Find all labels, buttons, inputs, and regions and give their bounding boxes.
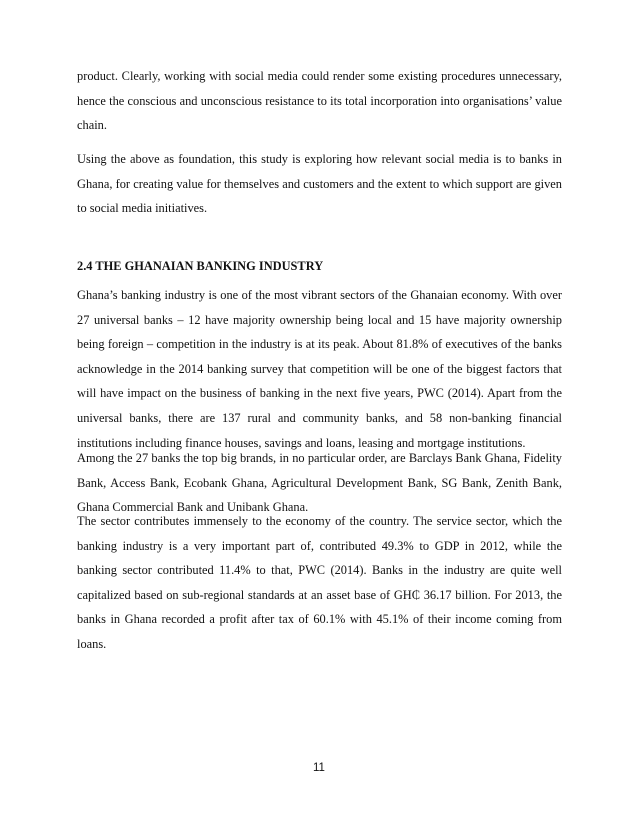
paragraph-study-purpose: Using the above as foundation, this study is exploring how relevant social media is to banks in Ghana, for creating value for themselves and customers and the extent to which support are given to social media initiatives. [77,152,562,216]
paragraph-banking-industry-overview: Ghana’s banking industry is one of the most vibrant sectors of the Ghanaian economy. With over 27 universal banks – 12 have majority ownership being local and 15 have majority ownership being foreign – competition in the industry is at its peak. About 81.8% of executives of the banks acknowledge in the 2014 banking survey that competition will be one of the biggest factors that will have impact on the business of banking in the next five years, PWC (2014). Apart from the universal banks, there are 137 rural and community banks, and 58 non-banking financial institutions including finance houses, savings and loans, leasing and mortgage institutions. [77,288,562,450]
paragraph-social-media-resistance: product. Clearly, working with social media could render some existing procedures unnecessary, hence the conscious and unconscious resistance to its total incorporation into organisations’ value chain. [77,69,562,133]
paragraph-top-bank-brands: Among the 27 banks the top big brands, in no particular order, are Barclays Bank Ghana, Fidelity Bank, Access Bank, Ecobank Ghana, Agricultural Development Bank, SG Bank, Zenith Bank, Ghana Commercial Bank and Unibank Ghana. [77,451,562,515]
paragraph-sector-contribution: The sector contributes immensely to the economy of the country. The service sector, which the banking industry is a very important part of, contributed 49.3% to GDP in 2012, while the banking sector contributed 11.4% to that, PWC (2014). Banks in the industry are quite well capitalized based on sub-regional standards at an asset base of GH₵ 36.17 billion. For 2013, the banks in Ghana recorded a profit after tax of 60.1% with 45.1% of their income coming from loans. [77,514,562,651]
page-number: 11 [313,762,325,774]
section-heading: 2.4 THE GHANAIAN BANKING INDUSTRY [77,259,324,273]
